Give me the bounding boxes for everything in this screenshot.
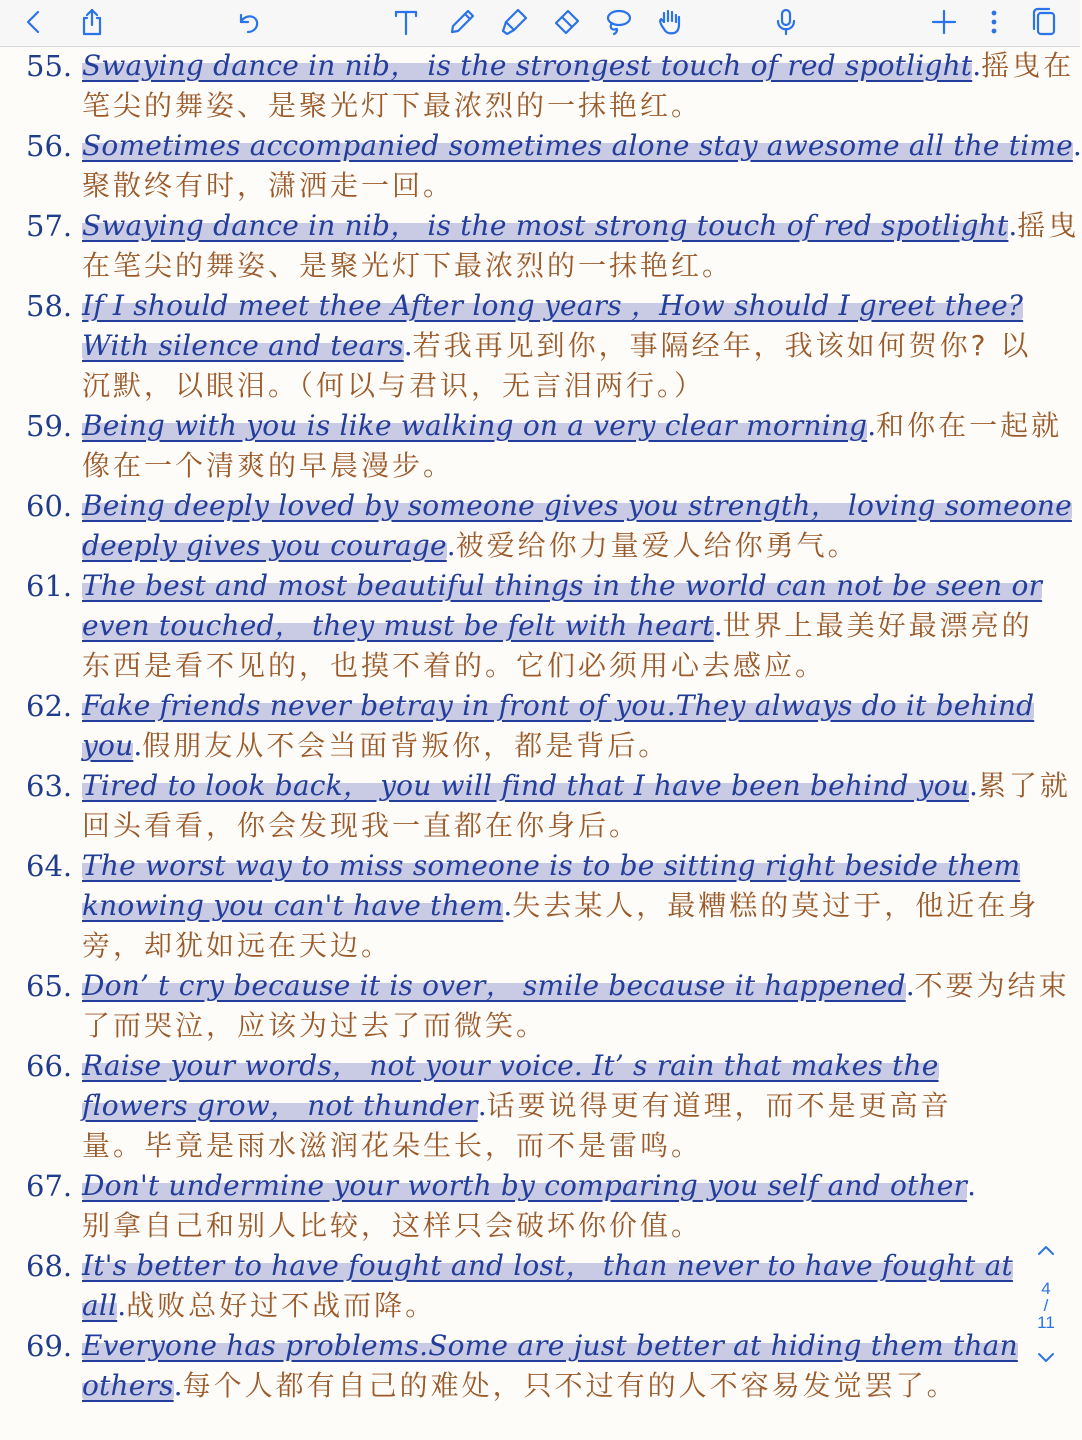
notes-page [22, 46, 1082, 1406]
note-line [82, 326, 1052, 366]
undo-icon[interactable] [228, 2, 268, 42]
english-sentence: Being deeply loved by someone gives you strength， loving someone [82, 489, 1072, 522]
note-line [82, 286, 1052, 326]
note-entry [22, 566, 1052, 686]
note-line [82, 606, 1052, 646]
entry-number: 68. [26, 1249, 73, 1283]
note-entry [22, 1326, 1052, 1406]
chinese-translation: 话要说得更有道理，而不是更高音 [486, 1089, 952, 1122]
punctuation: . [969, 769, 978, 802]
punctuation: . [117, 1289, 127, 1322]
note-line [82, 446, 1052, 486]
note-line [82, 366, 1052, 406]
note-line [82, 846, 1052, 886]
note-line [82, 966, 1070, 1006]
chinese-translation: 量。毕竟是雨水滋润花朵生长，而不是雷鸣。 [82, 1129, 703, 1162]
entry-number: 69. [26, 1329, 73, 1363]
note-entry [22, 1246, 1052, 1326]
punctuation: . [972, 49, 982, 82]
entry-number: 57. [26, 209, 73, 243]
note-line [82, 486, 1072, 526]
entry-number: 64. [26, 849, 73, 883]
hand-tool-icon[interactable] [650, 2, 690, 42]
current-page: 4 [1041, 1279, 1051, 1298]
note-entry [22, 966, 1070, 1046]
lasso-tool-icon[interactable] [598, 2, 638, 42]
entry-number: 65. [26, 969, 73, 1003]
english-sentence: The best and most beautiful things in the world can not be seen or [82, 569, 1043, 602]
note-line [82, 726, 1052, 766]
entry-number: 56. [26, 129, 73, 163]
note-line [82, 646, 1052, 686]
punctuation: . [905, 969, 915, 1002]
chinese-translation: 在笔尖的舞姿、是聚光灯下最浓烈的一抹艳红。 [82, 249, 734, 282]
note-entry [22, 206, 1080, 286]
punctuation: . [713, 609, 723, 642]
page-indicator [1026, 1240, 1066, 1400]
note-entry [22, 286, 1052, 406]
chinese-translation: 摇曳在 [981, 49, 1075, 82]
note-line [82, 766, 1071, 806]
chinese-translation: 别拿自己和别人比较，这样只会破坏你价值。 [82, 1209, 703, 1242]
note-line [82, 806, 1052, 846]
note-entry [22, 1166, 1052, 1246]
notes-toolbar [0, 0, 1080, 47]
english-sentence: Tired to look back， you will find that I have been behind you [82, 769, 969, 802]
punctuation: . [967, 1169, 977, 1202]
english-sentence: Sometimes accompanied sometimes alone stay awesome all the time [82, 129, 1073, 162]
chevron-left-icon[interactable] [14, 2, 54, 42]
punctuation: . [403, 329, 413, 362]
english-sentence: Swaying dance in nib， is the most strong touch of red spotlight [82, 209, 1009, 242]
note-entry [22, 686, 1052, 766]
entry-number: 62. [26, 689, 73, 723]
english-sentence: all [82, 1289, 118, 1322]
chinese-translation: 回头看看，你会发现我一直都在你身后。 [82, 809, 641, 842]
chinese-translation: 失去某人，最糟糕的莫过于，他近在身 [512, 889, 1040, 922]
note-line [82, 1366, 1052, 1406]
english-sentence: Being with you is like walking on a very clear morning [82, 409, 868, 442]
chinese-translation: 了而哭泣，应该为过去了而微笑。 [82, 1009, 548, 1042]
chinese-translation: 沉默，以眼泪。（何以与君识，无言泪两行。） [82, 369, 706, 402]
chinese-translation: 旁，却犹如远在天边。 [82, 929, 393, 962]
note-entry [22, 1046, 1052, 1166]
entry-number: 66. [26, 1049, 73, 1083]
english-sentence: knowing you can't have them [82, 889, 504, 922]
pen-tool-icon[interactable] [442, 2, 482, 42]
chinese-translation: 聚散终有时，潇洒走一回。 [82, 169, 455, 202]
punctuation: . [1008, 209, 1018, 242]
punctuation: . [446, 529, 456, 562]
page-divider: / [1043, 1296, 1049, 1315]
chinese-translation: 被爱给你力量爱人给你勇气。 [455, 529, 859, 562]
note-line [82, 926, 1052, 966]
punctuation: . [133, 729, 143, 762]
note-line [82, 1206, 1052, 1246]
note-line [82, 126, 1082, 166]
note-entry [22, 126, 1082, 206]
english-sentence: Everyone has problems.Some are just better at hiding them than [82, 1329, 1018, 1362]
text-tool-icon[interactable] [386, 2, 426, 42]
entry-number: 60. [26, 489, 73, 523]
english-sentence: others [82, 1369, 174, 1402]
microphone-icon[interactable] [766, 2, 806, 42]
more-icon[interactable] [974, 2, 1014, 42]
entry-number: 61. [26, 569, 73, 603]
chinese-translation: 累了就 [977, 769, 1071, 802]
english-sentence: Swaying dance in nib， is the strongest touch of red spotlight [82, 49, 973, 82]
english-sentence: With silence and tears [82, 329, 404, 362]
chinese-translation: 东西是看不见的，也摸不着的。它们必须用心去感应。 [82, 649, 827, 682]
english-sentence: you [82, 729, 134, 762]
note-entry [22, 846, 1052, 966]
entry-number: 63. [26, 769, 73, 803]
total-pages: 11 [1037, 1313, 1055, 1332]
note-line [82, 86, 1052, 126]
chinese-translation: 不要为结束 [914, 969, 1070, 1002]
add-icon[interactable] [924, 2, 964, 42]
note-entry [22, 766, 1071, 846]
highlighter-tool-icon[interactable] [494, 2, 534, 42]
note-line [82, 1326, 1052, 1366]
english-sentence: deeply gives you courage [82, 529, 447, 562]
note-line [82, 1126, 1052, 1166]
chinese-translation: 若我再见到你，事隔经年，我该如何贺你? 以 [412, 329, 1032, 362]
chinese-translation: 摇曳 [1017, 209, 1080, 242]
note-line [82, 1166, 1052, 1206]
note-entry [22, 406, 1063, 486]
english-sentence: If I should meet thee After long years ，How should I greet thee? [82, 289, 1024, 322]
note-line [82, 566, 1052, 606]
chevron-down-icon[interactable] [1035, 1346, 1057, 1368]
english-sentence: It's better to have fought and lost， than never to have fought at [82, 1249, 1013, 1282]
chinese-translation: 每个人都有自己的难处，只不过有的人不容易发觉罢了。 [182, 1369, 958, 1402]
punctuation: . [1072, 129, 1082, 162]
note-line [82, 166, 1052, 206]
note-entry [22, 46, 1075, 126]
note-line [82, 1006, 1052, 1046]
pages-icon[interactable] [1024, 2, 1064, 42]
chinese-translation: 假朋友从不会当面背叛你，都是背后。 [142, 729, 670, 762]
note-line [82, 1286, 1052, 1326]
note-line [82, 686, 1052, 726]
note-line [82, 526, 1052, 566]
note-line [82, 1086, 1052, 1126]
english-sentence: Don't undermine your worth by comparing you self and other [82, 1169, 968, 1202]
note-line [82, 46, 1075, 86]
english-sentence: The worst way to miss someone is to be sitting right beside them [82, 849, 1021, 882]
english-sentence: Don’ t cry because it is over， smile because it happened [82, 969, 906, 1002]
chinese-translation: 和你在一起就 [876, 409, 1063, 442]
punctuation: . [477, 1089, 487, 1122]
punctuation: . [173, 1369, 183, 1402]
note-line [82, 1246, 1052, 1286]
chinese-translation: 笔尖的舞姿、是聚光灯下最浓烈的一抹艳红。 [82, 89, 703, 122]
share-icon[interactable] [72, 2, 112, 42]
note-line [82, 406, 1063, 446]
chinese-translation: 战败总好过不战而降。 [126, 1289, 437, 1322]
entry-number: 67. [26, 1169, 73, 1203]
note-entry [22, 486, 1072, 566]
entry-number: 55. [26, 49, 73, 83]
english-sentence: Raise your words， not your voice. It’ s rain that makes the [82, 1049, 939, 1082]
english-sentence: even touched， they must be felt with heart [82, 609, 714, 642]
chinese-translation: 像在一个清爽的早晨漫步。 [82, 449, 455, 482]
chinese-translation: 世界上最美好最漂亮的 [722, 609, 1033, 642]
punctuation: . [503, 889, 513, 922]
chevron-up-icon[interactable] [1035, 1240, 1057, 1262]
english-sentence: flowers grow， not thunder [82, 1089, 478, 1122]
note-line [82, 886, 1052, 926]
english-sentence: Fake friends never betray in front of you.They always do it behind [82, 689, 1035, 722]
note-line [82, 1046, 1052, 1086]
eraser-tool-icon[interactable] [546, 2, 586, 42]
entry-number: 58. [26, 289, 73, 323]
note-line [82, 246, 1052, 286]
note-line [82, 206, 1080, 246]
punctuation: . [867, 409, 877, 442]
entry-number: 59. [26, 409, 73, 443]
